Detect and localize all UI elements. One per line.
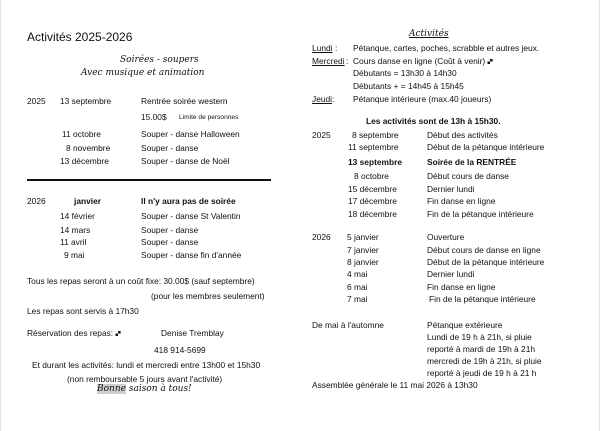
price-line: Tous les repas seront à un coût fixe: 30.00$ (sauf septembre) (27, 276, 255, 286)
event-date: 11 octobre (62, 129, 101, 139)
day-lundi: Lundi (312, 43, 333, 53)
event-date: 7 janvier (347, 245, 379, 255)
weekly-activity: Débutants + = 14h45 à 15h45 (353, 81, 464, 91)
event-price: 15.00$ (141, 112, 167, 122)
event-name: Fin danse en ligne (427, 196, 496, 206)
event-name: Souper - danse de Noël (141, 156, 230, 166)
event-name: Fin danse en ligne (427, 282, 496, 292)
event-date: 4 mai (347, 269, 368, 279)
day-separator: : (346, 56, 349, 66)
meal-time: Les repas sont servis à 17h30 (27, 306, 139, 316)
event-name: Début de la pétanque intérieure (427, 142, 545, 152)
event-date: 7 mai (347, 294, 368, 304)
no-party-note: Il n'y aura pas de soirée (141, 196, 236, 206)
outdoor-title: Pétanque extérieure (427, 320, 503, 330)
event-name: Souper - danse (141, 143, 199, 153)
event-name: Dernier lundi (427, 184, 475, 194)
activities-title: Activités (409, 29, 449, 39)
weekly-activity: Cours danse en ligne (Coût à venir) 🙾 (353, 56, 493, 66)
event-date: 8 septembre (352, 130, 399, 140)
outdoor-line: reporté à mardi de 19h à 21h (427, 344, 536, 354)
subtitle-musique: Avec musique et animation (81, 68, 205, 78)
event-name: Souper - danse (141, 237, 199, 247)
day-separator: : (335, 43, 338, 53)
event-name: Souper - danse fin d'année (141, 250, 242, 260)
during-activities: Et durant les activités: lundi et mercredi entre 13h00 et 15h30 (32, 360, 261, 370)
outdoor-line: reporté à jeudi de 19 h à 21 h (427, 368, 537, 378)
event-name: Ouverture (427, 232, 465, 242)
event-date: 5 janvier (347, 232, 379, 242)
event-name: Souper - danse Halloween (141, 129, 240, 139)
event-name: Fin de la pétanque intérieure (429, 294, 536, 304)
month-janvier: janvier (74, 196, 102, 206)
event-date: 11 avril (60, 237, 87, 247)
subtitle-soirees: Soirées - soupers (120, 55, 199, 65)
event-name: Dernier lundi (427, 269, 475, 279)
event-date: 17 décembre (348, 196, 397, 206)
event-date: 18 décembre (348, 209, 397, 219)
event-name: Souper - danse (141, 225, 199, 235)
year-2026-label: 2026 (312, 232, 331, 242)
general-assembly: Assemblée générale le 11 mai 2026 à 13h30 (312, 380, 478, 390)
year-2025-label: 2025 (27, 96, 46, 106)
hours-heading: Les activités sont de 13h à 15h30. (366, 116, 501, 126)
event-name: Début cours de danse en ligne (427, 245, 541, 255)
non-refund-note: (non remboursable 5 jours avant l'activité) (67, 374, 223, 384)
weekly-activity: Pétanque, cartes, poches, scrabble et autres jeux. (353, 43, 540, 53)
year-2026-label: 2026 (27, 196, 46, 206)
contact-phone: 418 914-5699 (154, 345, 206, 355)
event-date: 8 octobre (354, 171, 389, 181)
event-name: Début des activités (427, 130, 498, 140)
weekly-activity: Débutants = 13h30 à 14h30 (353, 68, 457, 78)
page-title: Activités 2025-2026 (27, 30, 133, 44)
event-date: 15 décembre (348, 184, 397, 194)
event-limit-note: Limite de personnes (179, 114, 239, 121)
event-date: 6 mai (347, 282, 368, 292)
closing-message (97, 384, 192, 394)
event-name: Souper - danse St Valentin (141, 211, 241, 221)
event-name: Soirée de la RENTRÉE (427, 157, 517, 167)
day-mercredi: Mercredi (312, 56, 345, 66)
day-jeudi: Jeudi (312, 94, 333, 104)
price-members-note: (pour les membres seulement) (151, 291, 265, 301)
event-name: Début de la pétanque intérieure (427, 257, 545, 267)
weekly-activity: Pétanque intérieure (max.40 joueurs) (353, 94, 492, 104)
closing-rest: saison à tous! (128, 384, 192, 394)
event-date: 13 décembre (60, 156, 109, 166)
year-2025-label: 2025 (312, 130, 331, 140)
event-name: Rentrée soirée western (141, 96, 228, 106)
event-date: 13 septembre (348, 157, 402, 167)
event-name: Fin de la pétanque intérieure (427, 209, 534, 219)
contact-name: Denise Tremblay (161, 328, 224, 338)
outdoor-line: mercredi de 19h à 21h, si pluie (427, 356, 542, 366)
event-date: 14 février (60, 211, 95, 221)
event-date: 8 janvier (347, 257, 379, 267)
closing-word-highlight: Bonne (97, 384, 126, 394)
outdoor-period: De mai à l'automne (312, 320, 384, 330)
day-separator: : (332, 94, 335, 104)
event-name: Début cours de danse (427, 171, 509, 181)
event-date: 11 septembre (348, 142, 399, 152)
event-date: 8 novembre (66, 143, 111, 153)
reservation-label: Réservation des repas: 🙾 (27, 328, 121, 338)
outdoor-line: Lundi de 19 h à 21h, si pluie (427, 332, 532, 342)
event-date: 13 septembre (60, 96, 112, 106)
event-date: 9 mai (64, 250, 85, 260)
section-divider (27, 179, 271, 181)
event-date: 14 mars (60, 225, 91, 235)
